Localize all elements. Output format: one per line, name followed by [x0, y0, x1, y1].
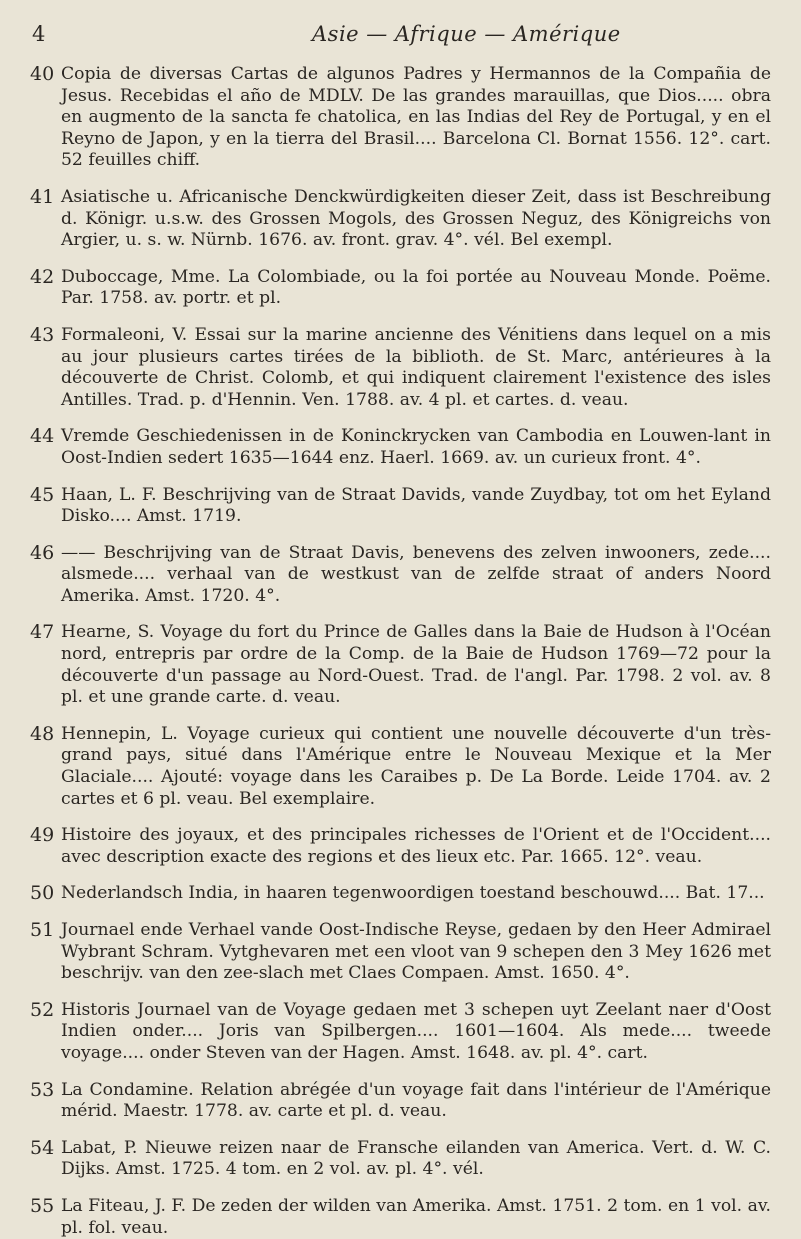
- catalogue-entry: [24, 187, 771, 252]
- entry-text: —— Beschrijving van de Straat Davis, benevens des zelven inwooners, zede.... alsmede.... verhaal van de westkust van de zelfde straat of anders Noord Amerika. Amst. 1720. 4°.: [61, 542, 771, 606]
- catalogue-entry: [24, 724, 771, 810]
- lot-number: 50: [30, 882, 55, 905]
- lot-number: 53: [30, 1078, 55, 1101]
- catalogue-entry: [24, 1080, 771, 1123]
- entry-text: Copia de diversas Cartas de algunos Padres y Hermannos de la Compañia de Jesus. Recebidas el año de MDLV. De las grandes marauillas, que Dios..... obra en augmento de la sancta fe chatolica, en las Indias del Rey de Portugal, y en el Reyno de Japon, y en la tierra del Brasil.... Barcelona Cl. Bornat 1556. 12°. cart. 52 feuilles chiff.: [61, 64, 771, 171]
- entry-text: Journael ende Verhael vande Oost-Indische Reyse, gedaen by den Heer Admirael Wybrant Schram. Vytghevaren met een vloot van 9 schepen den 3 Mey 1626 met beschrijv. van den zee-slach met Claes Compaen. Amst. 1650. 4°.: [61, 920, 771, 984]
- lot-number: 44: [30, 425, 55, 448]
- catalogue-entry: [24, 543, 771, 608]
- catalogue-entry: [24, 1000, 771, 1065]
- catalogue-entry: [24, 1196, 771, 1239]
- lot-number: 42: [30, 265, 55, 288]
- lot-number: 49: [30, 824, 55, 847]
- lot-number: 52: [30, 998, 55, 1021]
- lot-number: 46: [30, 541, 55, 564]
- catalogue-entry: [24, 267, 771, 310]
- entry-text: Formaleoni, V. Essai sur la marine ancienne des Vénitiens dans lequel on a mis au jour plusieurs cartes tirées de la biblioth. de St. Marc, antérieures à la découverte de Christ. Colomb, et qui indiquent clairement l'existence des isles Antilles. Trad. p. d'Hennin. Ven. 1788. av. 4 pl. et cartes. d. veau.: [61, 324, 771, 410]
- running-title: Asie — Afrique — Amérique: [312, 22, 621, 46]
- catalogue-entry: [24, 1138, 771, 1181]
- lot-number: 54: [30, 1136, 55, 1159]
- lot-number: 48: [30, 722, 55, 745]
- lot-number: 43: [30, 323, 55, 346]
- catalogue-entries: [24, 64, 771, 1239]
- lot-number: 40: [30, 63, 55, 85]
- catalogue-entry: [24, 622, 771, 708]
- entry-text: Nederlandsch India, in haaren tegenwoordigen toestand beschouwd.... Bat. 17...: [61, 883, 765, 904]
- catalogue-entry: [24, 825, 771, 868]
- catalogue-entry: [24, 64, 771, 172]
- entry-text: Historis Journael van de Voyage gedaen met 3 schepen uyt Zeelant naer d'Oost Indien onder.... Joris van Spilbergen.... 1601—1604. Als mede.... tweede voyage.... onder Steven van der Hagen. Amst. 1648. av. pl. 4°. cart.: [61, 999, 771, 1063]
- entry-text: Duboccage, Mme. La Colombiade, ou la foi portée au Nouveau Monde. Poëme. Par. 1758. av. portr. et pl.: [61, 266, 771, 309]
- entry-text: Hennepin, L. Voyage curieux qui contient une nouvelle découverte d'un très-grand pays, situé dans l'Amérique entre le Nouveau Mexique et la Mer Glaciale.... Ajouté: voyage dans les Caraibes p. De La Borde. Leide 1704. av. 2 cartes et 6 pl. veau. Bel exemplaire.: [61, 723, 771, 809]
- catalogue-entry: [24, 485, 771, 528]
- page-header: [24, 22, 771, 52]
- catalogue-entry: [24, 325, 771, 411]
- entry-text: La Condamine. Relation abrégée d'un voyage fait dans l'intérieur de l'Amérique mérid. Maestr. 1778. av. carte et pl. d. veau.: [61, 1079, 771, 1122]
- lot-number: 41: [30, 185, 55, 208]
- lot-number: 45: [30, 483, 55, 506]
- entry-text: Asiatische u. Africanische Denckwürdigkeiten dieser Zeit, dass ist Beschreibung d. Königr. u.s.w. des Grossen Mogols, des Grossen Neguz, des Königreichs von Argier, u. s. w. Nürnb. 1676. av. front. grav. 4°. vél. Bel exempl.: [61, 186, 771, 251]
- lot-number: 47: [30, 621, 55, 644]
- entry-text: Haan, L. F. Beschrijving van de Straat Davids, vande Zuydbay, tot om het Eyland Disko.... Amst. 1719.: [61, 484, 771, 527]
- entry-text: Labat, P. Nieuwe reizen naar de Fransche eilanden van America. Vert. d. W. C. Dijks. Amst. 1725. 4 tom. en 2 vol. av. pl. 4°. vél.: [61, 1137, 771, 1180]
- catalogue-entry: [24, 883, 771, 905]
- entry-text: Hearne, S. Voyage du fort du Prince de Galles dans la Baie de Hudson à l'Océan nord, entrepris par ordre de la Comp. de la Baie de Hudson 1769—72 pour la découverte d'un passage au Nord-Ouest. Trad. de l'angl. Par. 1798. 2 vol. av. 8 pl. et une grande carte. d. veau.: [61, 622, 771, 708]
- entry-text: La Fiteau, J. F. De zeden der wilden van Amerika. Amst. 1751. 2 tom. en 1 vol. av. pl. fol. veau.: [61, 1195, 771, 1238]
- page-number: 4: [32, 22, 46, 46]
- entry-text: Vremde Geschiedenissen in de Koninckrycken van Cambodia en Louwen-lant in Oost-Indien sedert 1635—1644 enz. Haerl. 1669. av. un curieux front. 4°.: [61, 426, 771, 468]
- entry-text: Histoire des joyaux, et des principales richesses de l'Orient et de l'Occident.... avec description exacte des regions et des lieux etc. Par. 1665. 12°. veau.: [61, 825, 771, 867]
- catalogue-entry: [24, 426, 771, 469]
- catalogue-entry: [24, 920, 771, 985]
- lot-number: 55: [30, 1194, 55, 1217]
- lot-number: 51: [30, 919, 55, 941]
